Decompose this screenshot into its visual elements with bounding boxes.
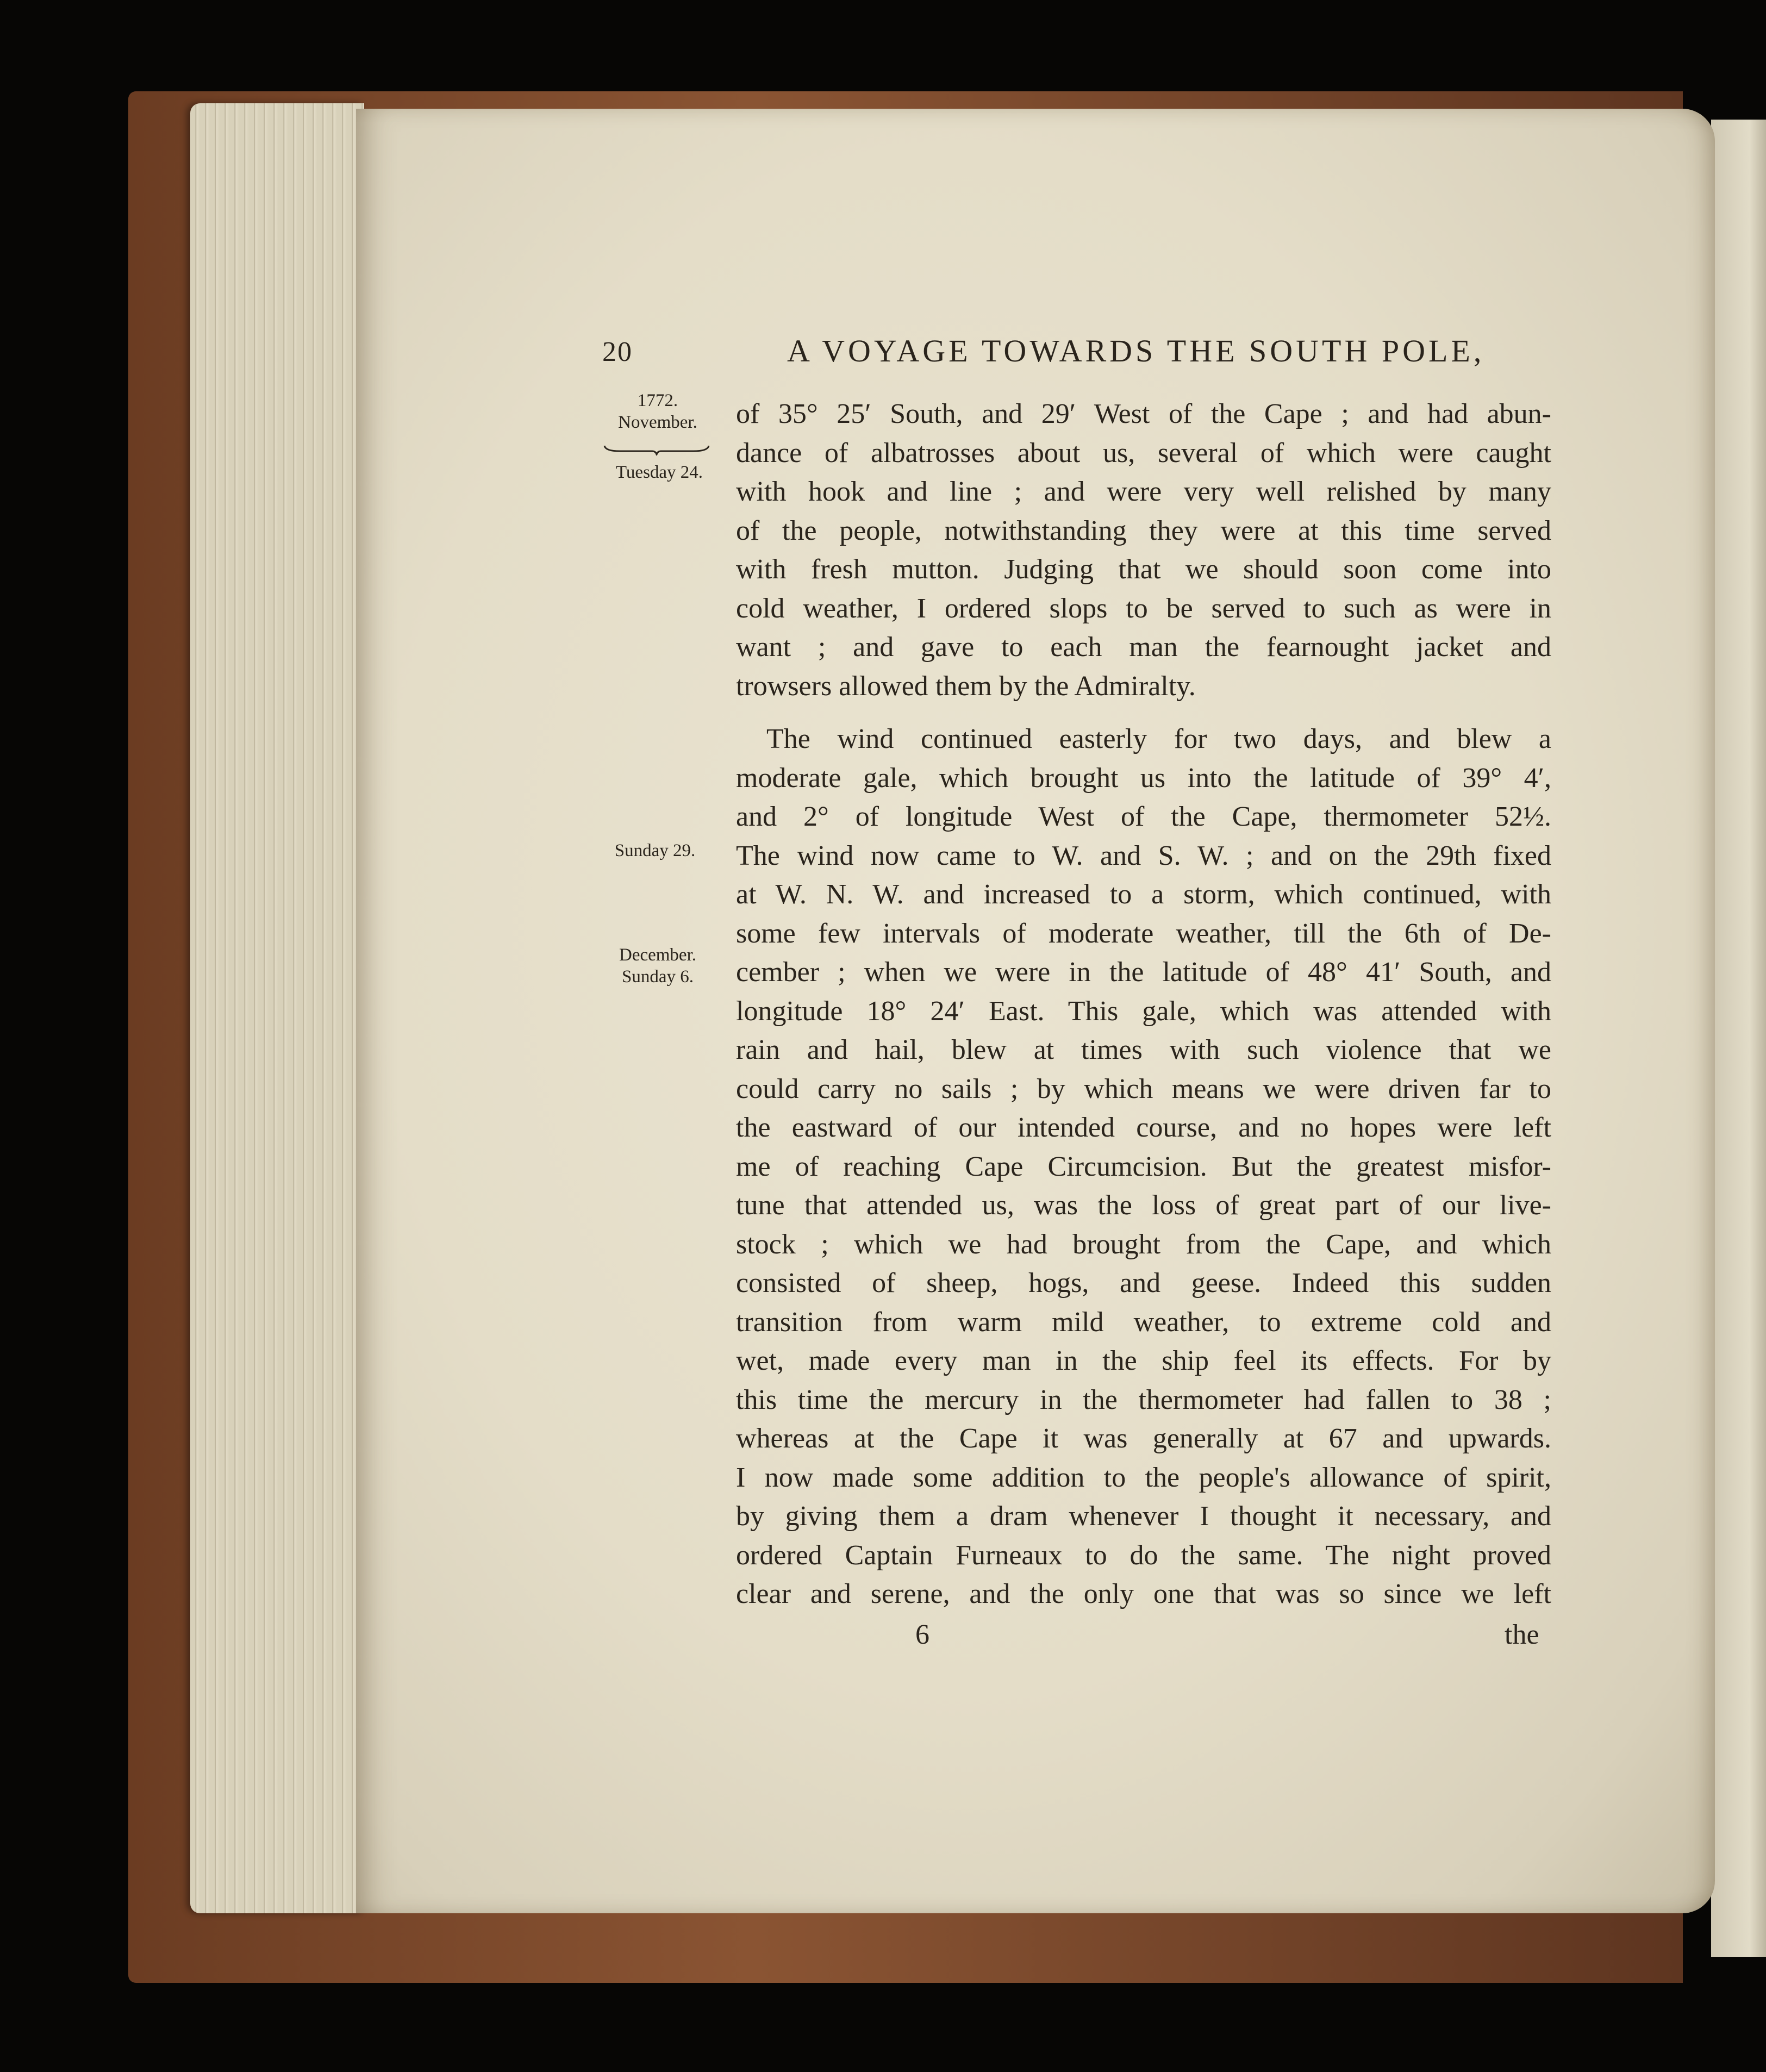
text-line: stock ; which we had brought from the Cape, and which (736, 1228, 1551, 1260)
text-line: could carry no sails ; by which means we were driven far to (736, 1073, 1551, 1104)
text-line: whereas at the Cape it was generally at 67 and upwards. (736, 1423, 1551, 1454)
text-line: want ; and gave to each man the fearnought jacket and (736, 632, 1551, 663)
margin-note-tuesday (602, 462, 716, 484)
text-line: I now made some addition to the people's allowance of spirit, (736, 1462, 1551, 1493)
text-line: cold weather, I ordered slops to be served to such as were in (736, 592, 1551, 624)
text-line: at W. N. W. and increased to a storm, which continued, with (736, 879, 1551, 910)
paragraph-gap (736, 706, 1551, 720)
margin-note-year (603, 390, 712, 433)
catchword: the (1505, 1619, 1539, 1650)
text-line: ordered Captain Furneaux to do the same. The night proved (736, 1539, 1551, 1571)
running-title: A VOYAGE TOWARDS THE SOUTH POLE, (787, 333, 1485, 369)
brace-ornament (603, 445, 710, 455)
margin-note-line: Tuesday 24. (615, 463, 703, 482)
text-line: moderate gale, which brought us into the latitude of 39° 4′, (736, 762, 1551, 794)
text-line: some few intervals of moderate weather, till the 6th of De- (736, 918, 1551, 949)
text-line: of 35° 25′ South, and 29′ West of the Cape ; and had abun- (736, 398, 1551, 429)
page-number: 20 (602, 336, 633, 367)
text-line: transition from warm mild weather, to extreme cold and (736, 1306, 1551, 1338)
text-line: The wind continued easterly for two days, and blew a (766, 723, 1551, 754)
text-line: with fresh mutton. Judging that we should soon come into (736, 554, 1551, 585)
text-line: tune that attended us, was the loss of great part of our live- (736, 1190, 1551, 1221)
page-edges (190, 103, 364, 1913)
facing-page-edge (1711, 120, 1766, 1957)
margin-note-line: 1772. (637, 391, 678, 410)
text-line: consisted of sheep, hogs, and geese. Indeed this sudden (736, 1268, 1551, 1299)
margin-note-sunday-29 (598, 840, 712, 862)
margin-note-line: November. (618, 412, 697, 432)
body-text (736, 395, 1551, 1614)
margin-note-december (598, 945, 717, 988)
text-line: of the people, notwithstanding they were at this time served (736, 515, 1551, 546)
text-line: with hook and line ; and were very well relished by many (736, 476, 1551, 507)
paragraph-1 (736, 395, 1551, 706)
paragraph-2 (736, 720, 1551, 1614)
text-line: by giving them a dram whenever I thought it necessary, and (736, 1501, 1551, 1532)
text-line: and 2° of longitude West of the Cape, thermometer 52½. (736, 801, 1551, 832)
margin-note-line: Sunday 6. (622, 966, 694, 987)
text-line: rain and hail, blew at times with such violence that we (736, 1034, 1551, 1065)
text-line: The wind now came to W. and S. W. ; and on the 29th fixed (736, 840, 1551, 871)
text-line: dance of albatrosses about us, several of which were caught (736, 437, 1551, 469)
margin-note-line: December. (619, 945, 696, 965)
text-line: longitude 18° 24′ East. This gale, which was attended with (736, 995, 1551, 1027)
text-line: trowsers allowed them by the Admiralty. (736, 670, 1196, 702)
text-line: me of reaching Cape Circumcision. But the greatest misfor- (736, 1151, 1551, 1182)
margin-note-line: Sunday 29. (614, 841, 696, 860)
text-line: this time the mercury in the thermometer had fallen to 38 ; (736, 1384, 1551, 1415)
signature-mark: 6 (915, 1619, 929, 1650)
text-line: the eastward of our intended course, and no hopes were left (736, 1112, 1551, 1143)
text-line: clear and serene, and the only one that was so since we left (736, 1578, 1551, 1609)
text-line: wet, made every man in the ship feel its effects. For by (736, 1345, 1551, 1376)
text-line: cember ; when we were in the latitude of 48° 41′ South, and (736, 957, 1551, 988)
